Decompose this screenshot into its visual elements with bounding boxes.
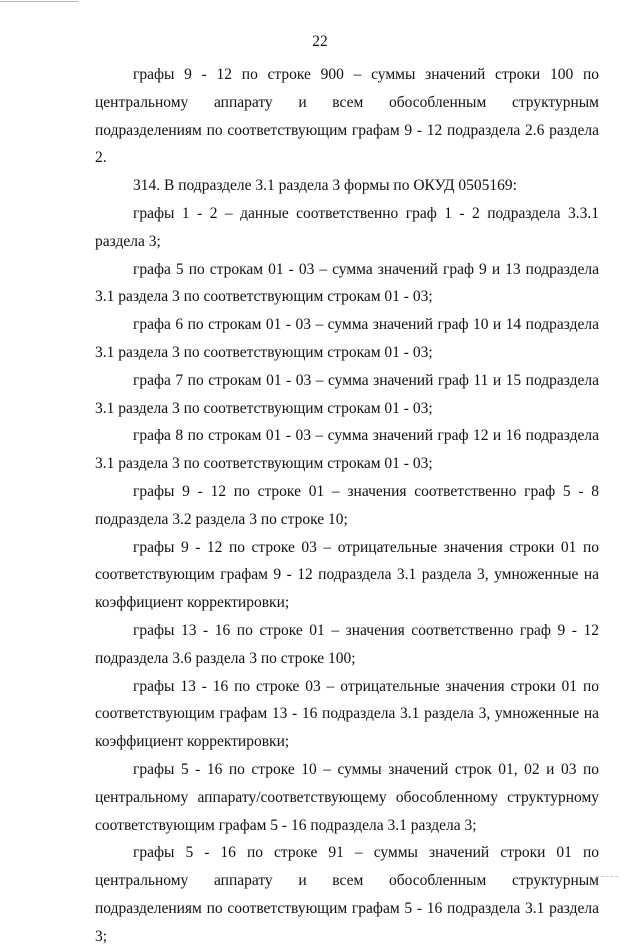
paragraph-graphs-13-16-row-01: графы 13 - 16 по строке 01 – значения соответственно граф 9 - 12 подраздела 3.6 раздела 3 по строке 100;	[95, 621, 599, 667]
document-body	[95, 61, 599, 951]
paragraph-graph-7-rows-01-03: графа 7 по строкам 01 - 03 – сумма значений граф 11 и 15 подраздела 3.1 раздела 3 по соответствующим строкам 01 - 03;	[95, 371, 599, 417]
paragraph-graphs-13-16-row-03: графы 13 - 16 по строке 03 – отрицательные значения строки 01 по соответствующим графам 13 - 16 подраздела 3.1 раздела 3, умноженные на коэффициент корректировки;	[95, 677, 599, 751]
paragraph-item-314-heading: 314. В подразделе 3.1 раздела 3 формы по ОКУД 0505169:	[133, 177, 517, 195]
paragraph-graph-8-rows-01-03: графа 8 по строкам 01 - 03 – сумма значений граф 12 и 16 подраздела 3.1 раздела 3 по соответствующим строкам 01 - 03;	[95, 427, 599, 473]
paragraph-graphs-9-12-row-01: графы 9 - 12 по строке 01 – значения соответственно граф 5 - 8 подраздела 3.2 раздела 3 по строке 10;	[95, 482, 599, 528]
paragraph-graph-6-rows-01-03: графа 6 по строкам 01 - 03 – сумма значений граф 10 и 14 подраздела 3.1 раздела 3 по соответствующим строкам 01 - 03;	[95, 316, 599, 361]
paragraph-graph-5-rows-01-03: графа 5 по строкам 01 - 03 – сумма значений граф 9 и 13 подраздела 3.1 раздела 3 по соответствующим строкам 01 - 03;	[95, 260, 599, 306]
paragraph-graphs-5-16-row-10: графы 5 - 16 по строке 10 – суммы значений строк 01, 02 и 03 по центральному аппарату/соответствующему обособленному структурному соответствующим графам 5 - 16 подраздела 3.1 раздела 3;	[95, 760, 599, 834]
page-number: 22	[312, 33, 328, 50]
paragraph-graphs-1-2: графы 1 - 2 – данные соответственно граф 1 - 2 подраздела 3.3.1 раздела 3;	[95, 204, 599, 250]
scan-edge-mark	[596, 876, 618, 877]
top-edge-rule	[0, 1, 78, 2]
paragraph-graphs-5-16-row-91: графы 5 - 16 по строке 91 – суммы значений строки 01 по центральному аппарату и всем обособленным структурным подразделениям по соответствующим графам 5 - 16 подраздела 3.1 раздела 3;	[95, 844, 599, 945]
paragraph-graphs-9-12-row-900: графы 9 - 12 по строке 900 – суммы значений строки 100 по центральному аппарату и всем обособленным структурным подразделениям по соответствующим графам 9 - 12 подраздела 2.6 раздела 2.	[95, 66, 599, 167]
paragraph-graphs-9-12-row-03: графы 9 - 12 по строке 03 – отрицательные значения строки 01 по соответствующим графам 9 - 12 подраздела 3.1 раздела 3, умноженные на коэффициент корректировки;	[95, 538, 599, 612]
